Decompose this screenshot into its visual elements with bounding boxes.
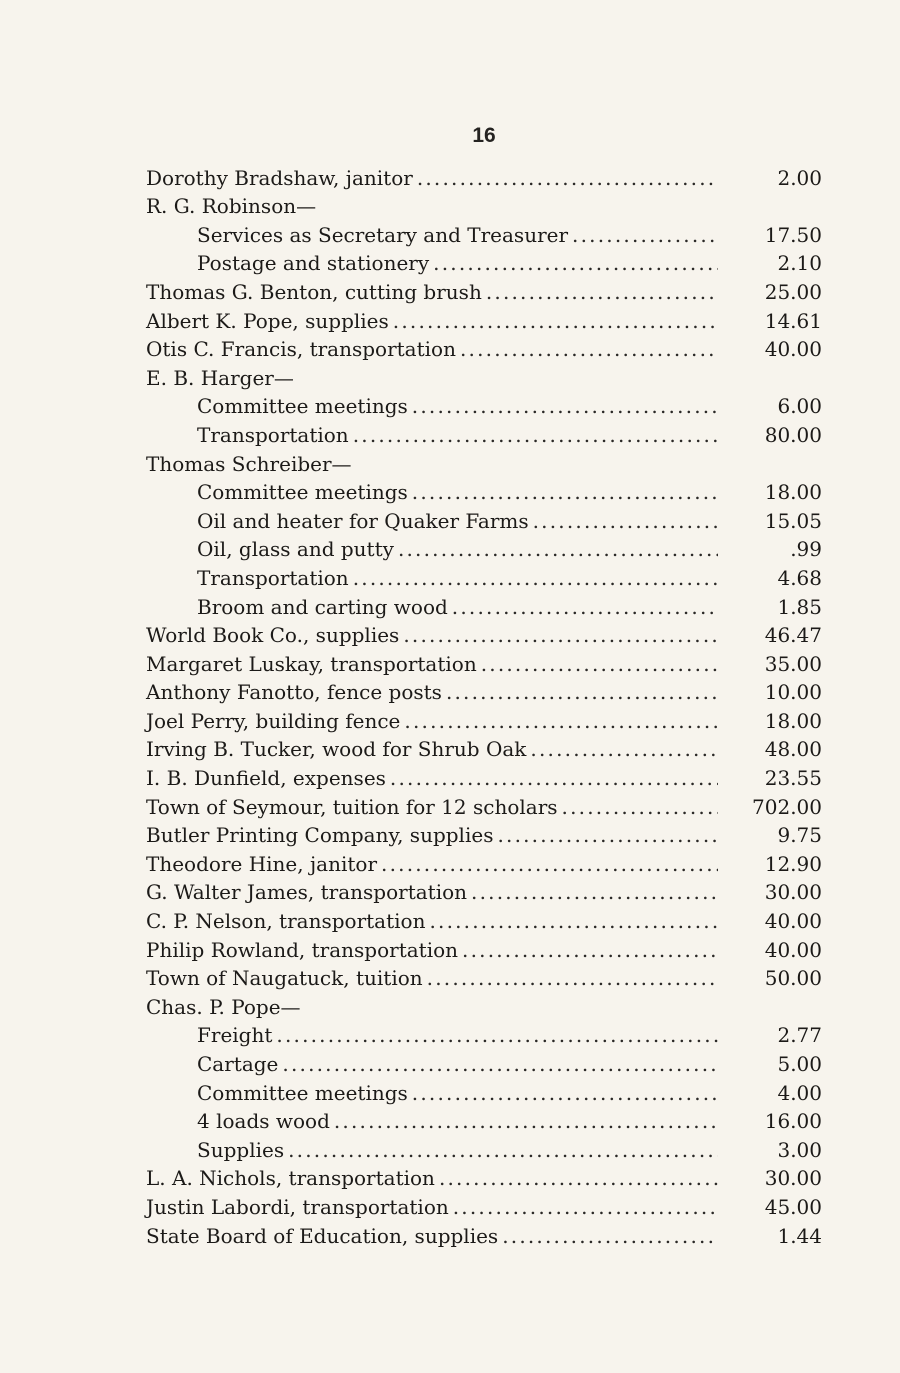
entry-label: Justin Labordi, transportation	[146, 1194, 449, 1219]
entry-amount: 17.50	[764, 222, 822, 247]
entry-amount: 14.61	[764, 308, 822, 333]
entry-amount: 45.00	[764, 1194, 822, 1219]
ledger-row	[146, 476, 822, 505]
entry-amount: 80.00	[764, 422, 822, 447]
ledger-row	[146, 1076, 822, 1105]
entry-amount: 40.00	[764, 909, 822, 934]
entry-label: Postage and stationery	[197, 251, 430, 276]
page-number: 16	[472, 124, 496, 147]
entry-label: Otis C. Francis, transportation	[146, 337, 456, 362]
entry-label: World Book Co., supplies	[146, 623, 400, 648]
ledger-row	[146, 676, 822, 705]
dot-leader	[558, 795, 718, 819]
entry-label: Committee meetings	[197, 1080, 408, 1105]
entry-amount: 9.75	[777, 823, 822, 848]
ledger-row	[146, 218, 822, 247]
entry-label: Town of Naugatuck, tuition	[146, 966, 423, 991]
entry-amount: 35.00	[764, 651, 822, 676]
entry-amount: 46.47	[764, 623, 822, 648]
ledger-row	[146, 1133, 822, 1162]
ledger-row	[146, 847, 822, 876]
ledger-row	[146, 962, 822, 991]
ledger-payee-heading	[146, 361, 822, 390]
ledger-row	[146, 1105, 822, 1134]
entry-label: I. B. Dunfield, expenses	[146, 766, 386, 791]
dot-leader	[284, 1138, 718, 1162]
entry-amount: 1.44	[777, 1223, 822, 1248]
dot-leader	[477, 652, 718, 676]
entry-amount: 23.55	[764, 766, 822, 791]
ledger-row	[146, 275, 822, 304]
dot-leader	[399, 623, 718, 647]
ledger-row	[146, 1219, 822, 1248]
entry-amount: 18.00	[764, 480, 822, 505]
entry-label: Cartage	[197, 1052, 279, 1076]
entry-amount: 2.00	[777, 165, 822, 190]
dot-leader	[442, 680, 718, 704]
entry-amount: 4.00	[777, 1080, 822, 1105]
dot-leader	[456, 337, 718, 361]
entry-label: Town of Seymour, tuition for 12 scholars	[146, 794, 558, 819]
entry-amount: 2.10	[777, 251, 822, 276]
ledger-row	[146, 390, 822, 419]
ledger-row	[146, 1047, 822, 1076]
ledger-row	[146, 1162, 822, 1191]
entry-label: Thomas Schreiber—	[146, 451, 352, 476]
expense-ledger	[146, 161, 822, 1248]
dot-leader	[526, 737, 718, 761]
ledger-row	[146, 161, 822, 190]
ledger-row	[146, 704, 822, 733]
ledger-payee-heading	[146, 990, 822, 1019]
dot-leader	[408, 480, 718, 504]
ledger-row	[146, 1190, 822, 1219]
entry-label: Transportation	[197, 422, 349, 447]
dot-leader	[568, 223, 718, 247]
dot-leader	[482, 280, 718, 304]
entry-label: Thomas G. Benton, cutting brush	[146, 279, 482, 304]
ledger-row	[146, 418, 822, 447]
dot-leader	[429, 251, 718, 275]
entry-label: E. B. Harger—	[146, 365, 294, 390]
dot-leader	[386, 766, 718, 790]
ledger-row	[146, 876, 822, 905]
ledger-row	[146, 790, 822, 819]
ledger-row	[146, 761, 822, 790]
entry-label: Freight	[197, 1023, 273, 1048]
entry-amount: 3.00	[777, 1137, 822, 1162]
dot-leader	[458, 938, 718, 962]
ledger-payee-heading	[146, 190, 822, 219]
ledger-row	[146, 819, 822, 848]
entry-amount: 6.00	[777, 394, 822, 419]
entry-label: G. Walter James, transportation	[146, 880, 468, 905]
dot-leader	[400, 709, 718, 733]
dot-leader	[394, 537, 718, 561]
entry-label: Transportation	[197, 565, 349, 590]
ledger-row	[146, 304, 822, 333]
dot-leader	[349, 423, 718, 447]
ledger-row	[146, 904, 822, 933]
entry-amount: 16.00	[764, 1109, 822, 1134]
dot-leader	[408, 1081, 718, 1105]
entry-amount: 50.00	[764, 966, 822, 991]
dot-leader	[349, 566, 718, 590]
entry-label: Committee meetings	[197, 394, 408, 419]
entry-amount: 18.00	[764, 708, 822, 733]
entry-amount: 10.00	[764, 680, 822, 705]
dot-leader	[377, 852, 718, 876]
entry-label: Dorothy Bradshaw, janitor	[146, 165, 413, 190]
dot-leader	[413, 166, 718, 190]
ledger-row	[146, 619, 822, 648]
entry-label: Oil, glass and putty	[197, 537, 394, 562]
entry-label: Joel Perry, building fence	[146, 708, 401, 733]
entry-label: Albert K. Pope, supplies	[146, 308, 389, 333]
entry-label: Oil and heater for Quaker Farms	[197, 508, 529, 533]
entry-label: R. G. Robinson—	[146, 194, 317, 219]
dot-leader	[278, 1052, 718, 1076]
entry-amount: 48.00	[764, 737, 822, 762]
entry-amount: 1.85	[777, 594, 822, 619]
dot-leader	[423, 966, 718, 990]
dot-leader	[435, 1166, 718, 1190]
ledger-row	[146, 247, 822, 276]
dot-leader	[467, 880, 718, 904]
entry-amount: 40.00	[764, 937, 822, 962]
dot-leader	[272, 1023, 718, 1047]
entry-label: Irving B. Tucker, wood for Shrub Oak	[146, 737, 527, 762]
ledger-row	[146, 561, 822, 590]
entry-label: 4 loads wood	[197, 1109, 330, 1134]
entry-label: L. A. Nichols, transportation	[146, 1166, 435, 1191]
dot-leader	[493, 823, 718, 847]
dot-leader	[330, 1109, 718, 1133]
entry-label: Chas. P. Pope—	[146, 994, 301, 1019]
entry-label: Broom and carting wood	[197, 594, 448, 619]
ledger-row	[146, 590, 822, 619]
dot-leader	[408, 394, 718, 418]
ledger-row	[146, 733, 822, 762]
entry-label: Philip Rowland, transportation	[146, 937, 459, 962]
ledger-row	[146, 647, 822, 676]
entry-label: Committee meetings	[197, 480, 408, 505]
ledger-row	[146, 504, 822, 533]
dot-leader	[448, 595, 718, 619]
dot-leader	[498, 1224, 718, 1248]
entry-amount: 15.05	[764, 508, 822, 533]
entry-label: Anthony Fanotto, fence posts	[146, 680, 442, 705]
ledger-row	[146, 1019, 822, 1048]
dot-leader	[389, 309, 718, 333]
ledger-row	[146, 533, 822, 562]
entry-amount: 30.00	[764, 1166, 822, 1191]
entry-amount: 5.00	[777, 1052, 822, 1076]
entry-label: Theodore Hine, janitor	[146, 851, 378, 876]
entry-amount: 2.77	[777, 1023, 822, 1048]
entry-label: Supplies	[197, 1137, 285, 1162]
entry-amount: 25.00	[764, 279, 822, 304]
entry-label: Butler Printing Company, supplies	[146, 823, 494, 848]
entry-amount: 40.00	[764, 337, 822, 362]
entry-label: Margaret Luskay, transportation	[146, 651, 477, 676]
entry-amount: 4.68	[777, 565, 822, 590]
entry-label: State Board of Education, supplies	[146, 1223, 499, 1248]
entry-amount: 702.00	[752, 794, 822, 819]
entry-amount: 30.00	[764, 880, 822, 905]
dot-leader	[529, 509, 718, 533]
entry-label: C. P. Nelson, transportation	[146, 909, 426, 934]
entry-amount: .99	[790, 537, 822, 562]
ledger-row	[146, 933, 822, 962]
dot-leader	[425, 909, 718, 933]
ledger-row	[146, 333, 822, 362]
dot-leader	[449, 1195, 718, 1219]
ledger-payee-heading	[146, 447, 822, 476]
entry-label: Services as Secretary and Treasurer	[197, 222, 569, 247]
entry-amount: 12.90	[764, 851, 822, 876]
